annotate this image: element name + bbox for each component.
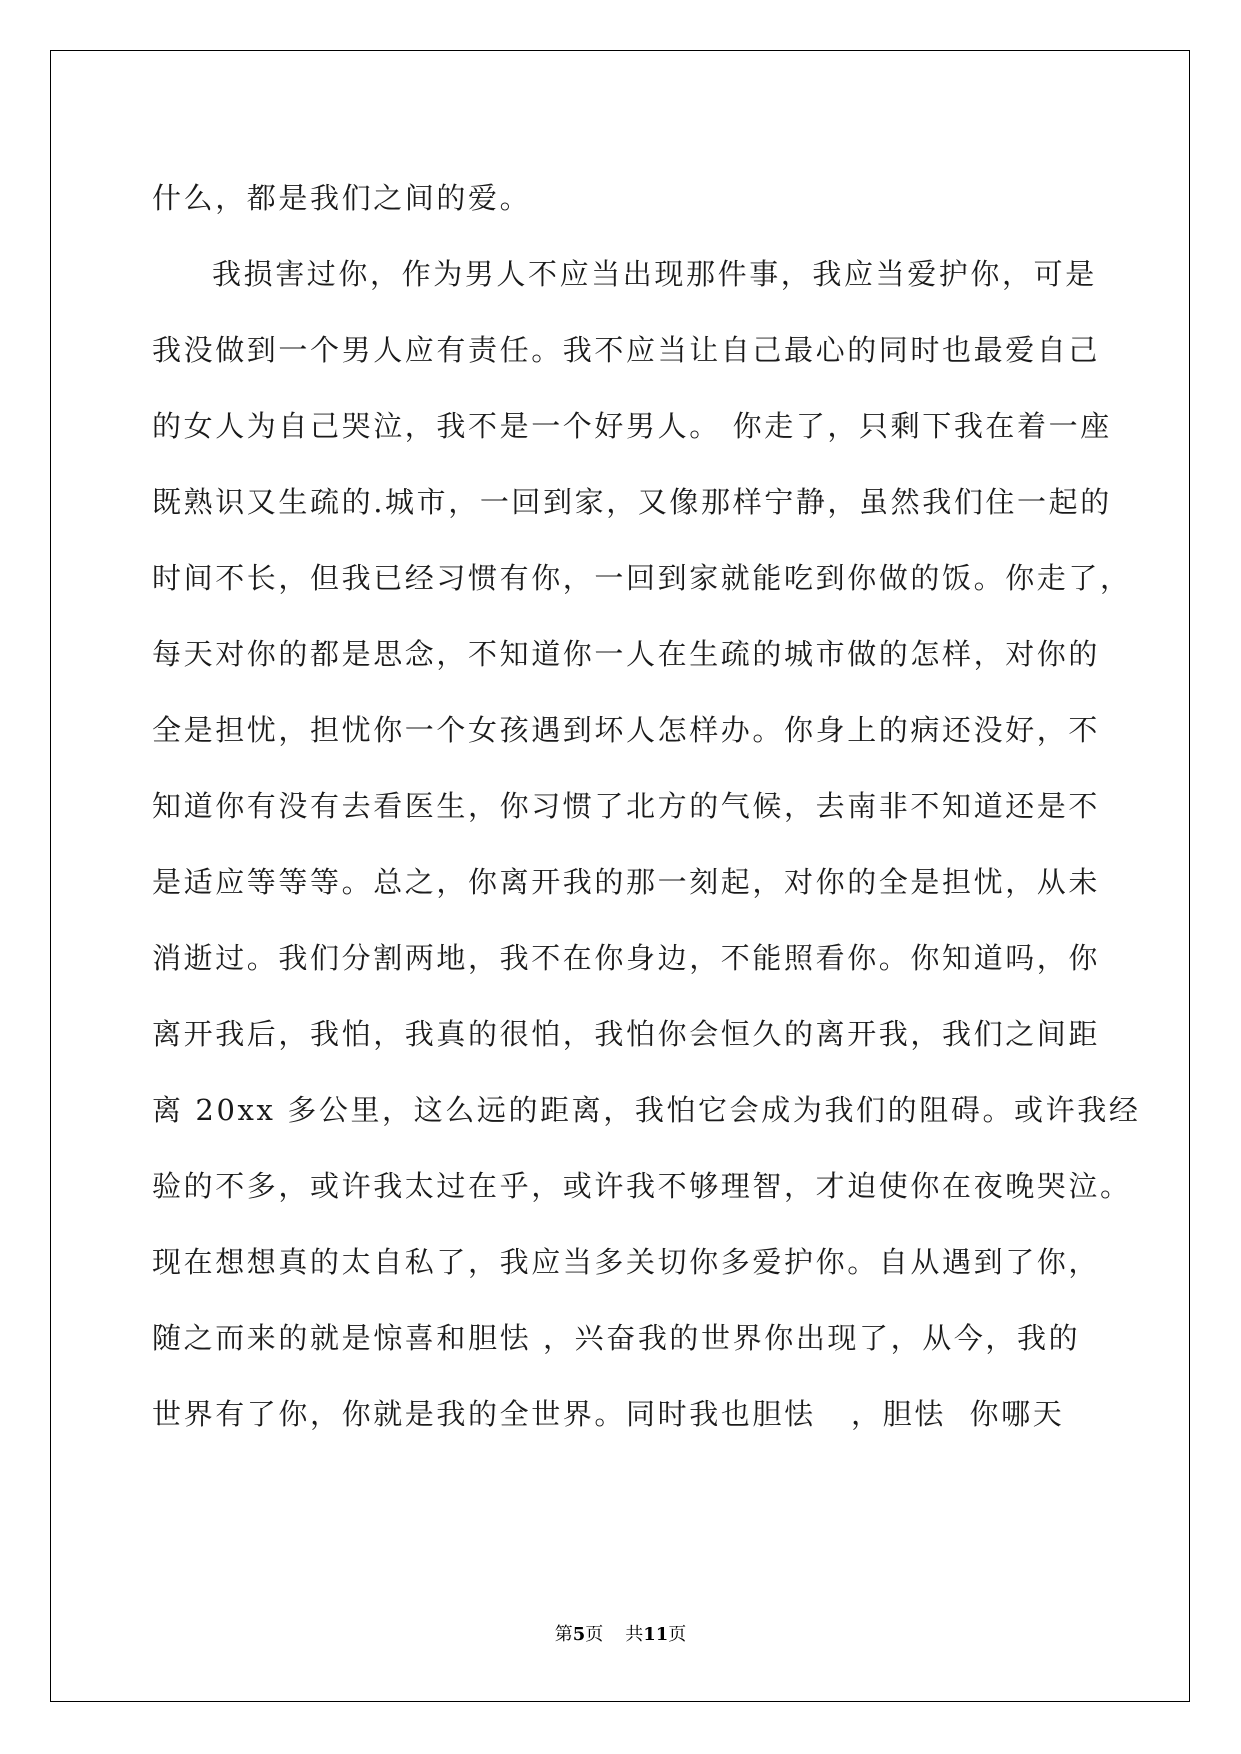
paragraph-first-line: 我损害过你，作为男人不应当出现那件事，我应当爱护你，可是 <box>212 257 1097 291</box>
text-line: 消逝过。我们分割两地，我不在你身边，不能照看你。你知道吗，你 <box>152 941 1101 975</box>
text-line: 知道你有没有去看医生，你习惯了北方的气候，去南非不知道还是不 <box>152 789 1101 823</box>
page-unit: 页 <box>585 1624 604 1645</box>
text-line: 验的不多，或许我太过在乎，或许我不够理智，才迫使你在夜晚哭泣。 <box>152 1169 1132 1203</box>
page-total-count: 11 <box>643 1624 669 1645</box>
page-current: 5 <box>572 1624 586 1645</box>
text-line: 世界有了你，你就是我的全世界。同时我也胆怯 ，胆怯 你哪天 <box>152 1397 1065 1431</box>
page-number <box>555 1624 604 1645</box>
text-line: 的女人为自己哭泣，我不是一个好男人。 你走了，只剩下我在着一座 <box>152 409 1112 443</box>
text-line: 我没做到一个男人应有责任。我不应当让自己最心的同时也最爱自己 <box>152 333 1101 367</box>
page-total <box>625 1624 686 1645</box>
text-line: 是适应等等等。总之，你离开我的那一刻起，对你的全是担忧，从未 <box>152 865 1101 899</box>
total-unit: 页 <box>668 1624 687 1645</box>
text-line: 全是担忧，担忧你一个女孩遇到坏人怎样办。你身上的病还没好，不 <box>152 713 1101 747</box>
text-line: 既熟识又生疏的.城市，一回到家，又像那样宁静，虽然我们住一起的 <box>152 485 1112 519</box>
text-line: 随之而来的就是惊喜和胆怯 ，兴奋我的世界你出现了，从今，我的 <box>152 1321 1081 1355</box>
text-line: 什么，都是我们之间的爱。 <box>152 181 532 215</box>
text-line: 离开我后，我怕，我真的很怕，我怕你会恒久的离开我，我们之间距 <box>152 1017 1101 1051</box>
document-body <box>152 160 1141 1452</box>
page-prefix: 第 <box>554 1624 573 1645</box>
total-prefix: 共 <box>625 1624 644 1645</box>
text-line: 离 20xx 多公里，这么远的距离，我怕它会成为我们的阻碍。或许我经 <box>152 1093 1141 1127</box>
text-line: 时间不长，但我已经习惯有你，一回到家就能吃到你做的饭。你走了， <box>152 561 1132 595</box>
text-line: 现在想想真的太自私了，我应当多关切你多爱护你。自从遇到了你， <box>152 1245 1101 1279</box>
page-footer <box>0 1623 1241 1647</box>
text-line: 每天对你的都是思念，不知道你一人在生疏的城市做的怎样，对你的 <box>152 637 1101 671</box>
